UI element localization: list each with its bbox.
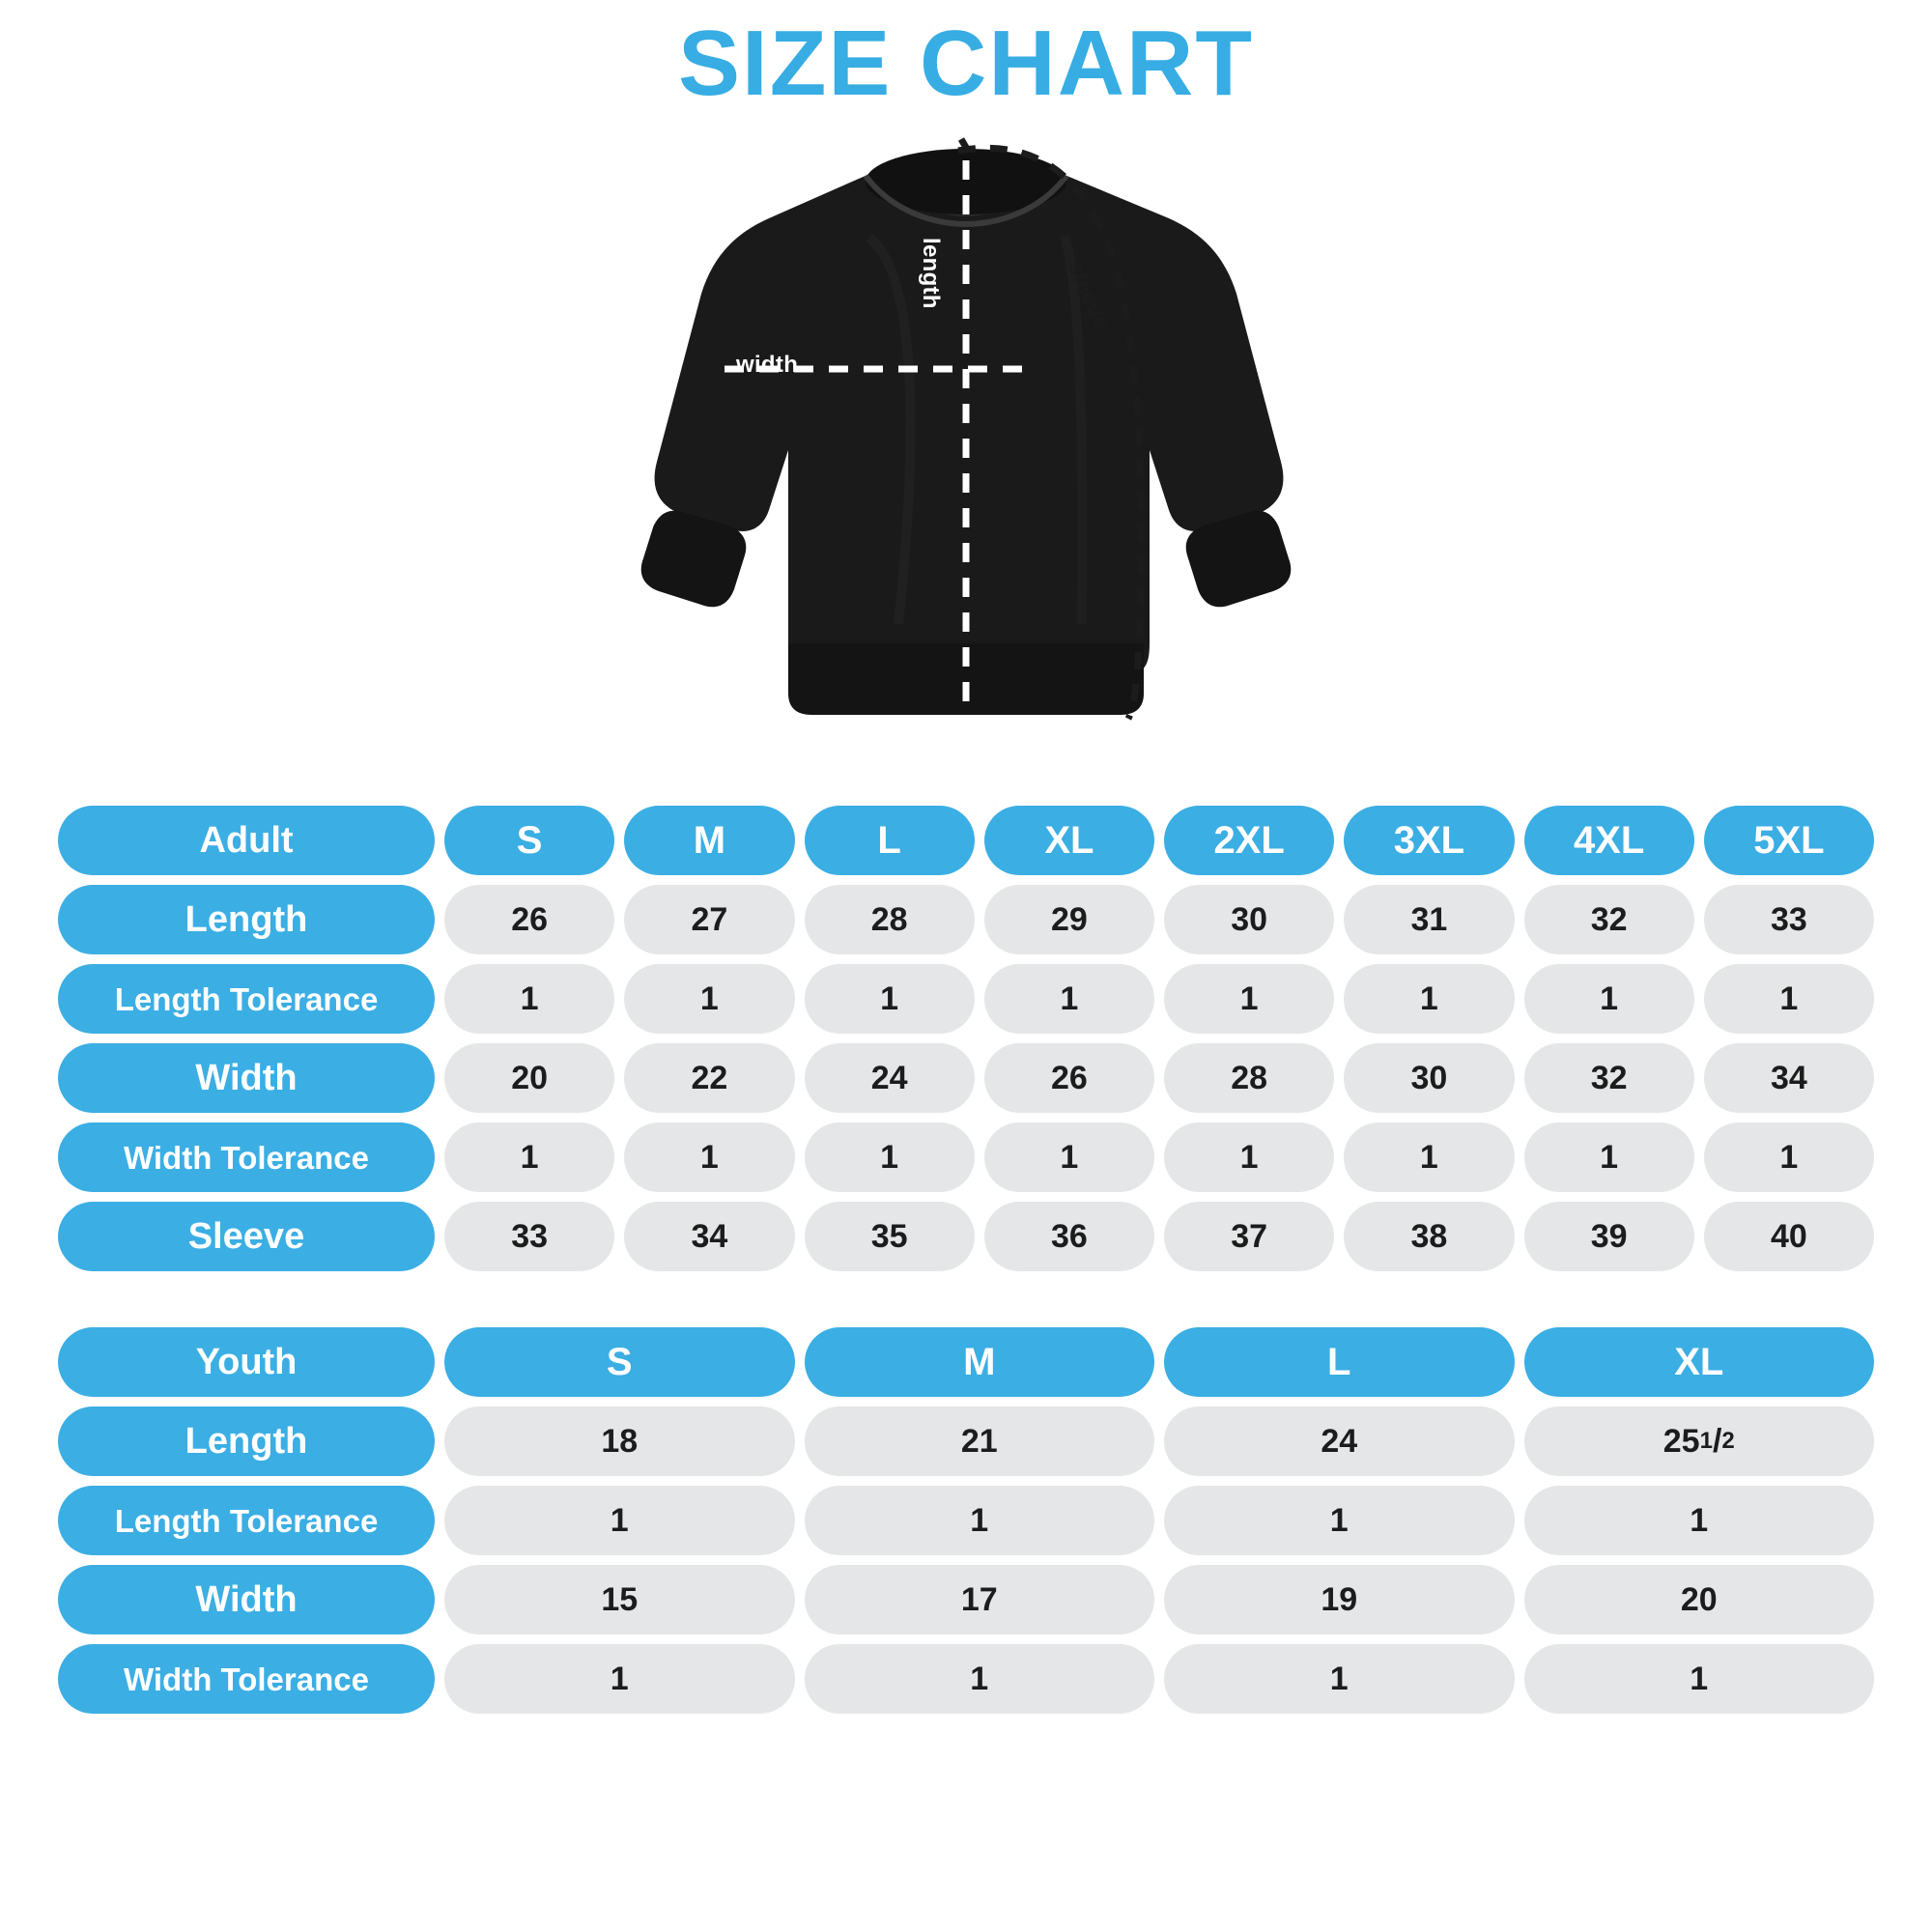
row-label-sleeve: Sleeve	[58, 1202, 435, 1271]
row-label-width: Width	[58, 1043, 435, 1113]
youth-cell-width-m: 17	[805, 1565, 1155, 1634]
cell-width-tolerance-m: 1	[624, 1122, 794, 1192]
cell-width-2xl: 28	[1164, 1043, 1334, 1113]
youth-cell-length-tolerance-l: 1	[1164, 1486, 1515, 1555]
table-row	[58, 1486, 1874, 1555]
cell-width-tolerance-l: 1	[805, 1122, 975, 1192]
cell-length-3xl: 31	[1344, 885, 1514, 954]
table-row	[58, 1043, 1874, 1113]
cell-width-tolerance-xl: 1	[984, 1122, 1154, 1192]
column-header-3xl: 3XL	[1344, 806, 1514, 875]
column-header-l: L	[805, 806, 975, 875]
garment-illustration	[628, 122, 1304, 788]
cell-width-4xl: 32	[1524, 1043, 1694, 1113]
column-header-4xl: 4XL	[1524, 806, 1694, 875]
sweatshirt-graphic	[628, 122, 1304, 788]
row-label-length-tolerance: Length Tolerance	[58, 964, 435, 1034]
youth-row-label-length: Length	[58, 1406, 435, 1476]
youth-column-header-xl: XL	[1524, 1327, 1875, 1397]
youth-cell-length-l: 24	[1164, 1406, 1515, 1476]
row-label-length: Length	[58, 885, 435, 954]
column-header-2xl: 2XL	[1164, 806, 1334, 875]
youth-column-header-m: M	[805, 1327, 1155, 1397]
youth-cell-width-tolerance-l: 1	[1164, 1644, 1515, 1714]
table-header-row	[58, 806, 1874, 875]
table-row	[58, 1406, 1874, 1476]
column-header-m: M	[624, 806, 794, 875]
youth-cell-width-tolerance-xl: 1	[1524, 1644, 1875, 1714]
cell-width-tolerance-3xl: 1	[1344, 1122, 1514, 1192]
table-row	[58, 964, 1874, 1034]
youth-cell-width-xl: 20	[1524, 1565, 1875, 1634]
cell-length-tolerance-5xl: 1	[1704, 964, 1874, 1034]
sleeve-label: sleeve	[1062, 257, 1116, 334]
youth-corner-label: Youth	[58, 1327, 435, 1397]
cell-sleeve-4xl: 39	[1524, 1202, 1694, 1271]
cell-sleeve-l: 35	[805, 1202, 975, 1271]
column-header-5xl: 5XL	[1704, 806, 1874, 875]
cell-width-tolerance-4xl: 1	[1524, 1122, 1694, 1192]
youth-row-label-width: Width	[58, 1565, 435, 1634]
cell-length-tolerance-xl: 1	[984, 964, 1154, 1034]
cell-sleeve-2xl: 37	[1164, 1202, 1334, 1271]
cell-width-l: 24	[805, 1043, 975, 1113]
table-header-row	[58, 1327, 1874, 1397]
cell-length-l: 28	[805, 885, 975, 954]
width-label: width	[736, 352, 799, 378]
column-header-xl: XL	[984, 806, 1154, 875]
cell-length-tolerance-s: 1	[444, 964, 614, 1034]
cell-length-s: 26	[444, 885, 614, 954]
youth-column-header-s: S	[444, 1327, 795, 1397]
table-row	[58, 885, 1874, 954]
cell-length-m: 27	[624, 885, 794, 954]
cell-length-tolerance-2xl: 1	[1164, 964, 1334, 1034]
youth-cell-length-xl: 25 1 / 2	[1524, 1406, 1875, 1476]
youth-cell-length-tolerance-m: 1	[805, 1486, 1155, 1555]
adult-size-table	[48, 796, 1884, 1281]
table-row	[58, 1202, 1874, 1271]
cell-length-tolerance-m: 1	[624, 964, 794, 1034]
cell-length-tolerance-3xl: 1	[1344, 964, 1514, 1034]
table-spacer	[48, 1281, 1884, 1318]
cell-length-4xl: 32	[1524, 885, 1694, 954]
cell-sleeve-m: 34	[624, 1202, 794, 1271]
cell-length-2xl: 30	[1164, 885, 1334, 954]
youth-cell-length-tolerance-s: 1	[444, 1486, 795, 1555]
cell-length-xl: 29	[984, 885, 1154, 954]
table-row	[58, 1644, 1874, 1714]
page-title: SIZE CHART	[678, 12, 1254, 115]
youth-cell-width-tolerance-m: 1	[805, 1644, 1155, 1714]
table-row	[58, 1122, 1874, 1192]
youth-cell-width-l: 19	[1164, 1565, 1515, 1634]
youth-column-header-l: L	[1164, 1327, 1515, 1397]
cell-width-m: 22	[624, 1043, 794, 1113]
size-tables	[0, 788, 1932, 1723]
length-label: length	[918, 238, 944, 309]
cell-width-tolerance-s: 1	[444, 1122, 614, 1192]
youth-row-label-width-tolerance: Width Tolerance	[58, 1644, 435, 1714]
youth-size-table	[48, 1318, 1884, 1723]
cell-sleeve-xl: 36	[984, 1202, 1154, 1271]
cell-width-s: 20	[444, 1043, 614, 1113]
cell-length-5xl: 33	[1704, 885, 1874, 954]
cell-width-3xl: 30	[1344, 1043, 1514, 1113]
youth-cell-length-s: 18	[444, 1406, 795, 1476]
youth-cell-length-tolerance-xl: 1	[1524, 1486, 1875, 1555]
column-header-s: S	[444, 806, 614, 875]
cell-width-5xl: 34	[1704, 1043, 1874, 1113]
youth-cell-length-m: 21	[805, 1406, 1155, 1476]
youth-cell-width-tolerance-s: 1	[444, 1644, 795, 1714]
cell-width-tolerance-2xl: 1	[1164, 1122, 1334, 1192]
youth-cell-width-s: 15	[444, 1565, 795, 1634]
table-row	[58, 1565, 1874, 1634]
cell-length-tolerance-4xl: 1	[1524, 964, 1694, 1034]
cell-width-tolerance-5xl: 1	[1704, 1122, 1874, 1192]
cell-sleeve-s: 33	[444, 1202, 614, 1271]
youth-row-label-length-tolerance: Length Tolerance	[58, 1486, 435, 1555]
row-label-width-tolerance: Width Tolerance	[58, 1122, 435, 1192]
cell-sleeve-3xl: 38	[1344, 1202, 1514, 1271]
cell-width-xl: 26	[984, 1043, 1154, 1113]
adult-corner-label: Adult	[58, 806, 435, 875]
cell-length-tolerance-l: 1	[805, 964, 975, 1034]
cell-sleeve-5xl: 40	[1704, 1202, 1874, 1271]
